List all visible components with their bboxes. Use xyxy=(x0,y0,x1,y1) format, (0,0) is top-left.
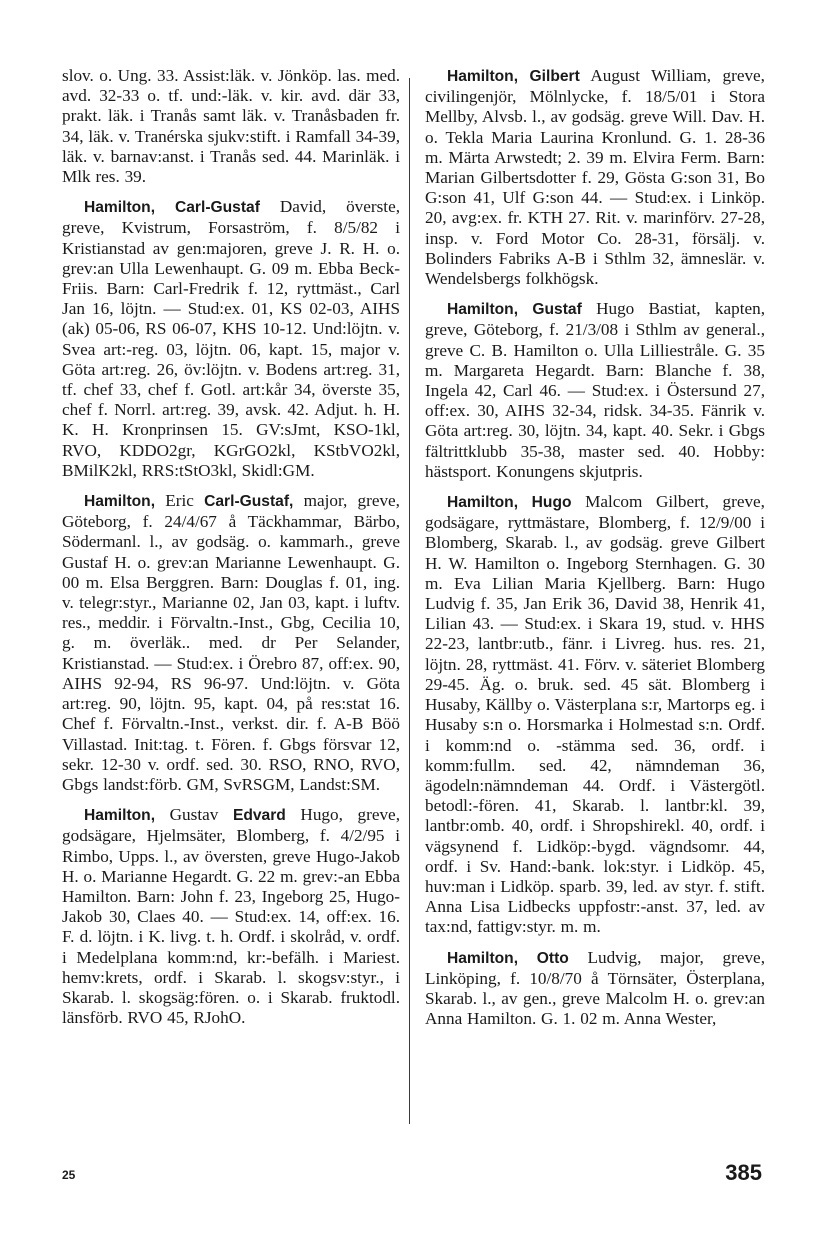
entry-text: August William, greve, civilingenjör, Mölnlycke, f. 18/5/01 i Stora Mellby, Alvsb. l., av godsäg. greve Will. Dav. H. o. Tekla Maria Laurina Kronlund. G. 1. 28-36 m. Märta Arwstedt; 2. 39 m. Elvira Ferm. Barn: Marian Gilbertsdotter f. 29, Gösta G:son 31, Bo G:son 41, Ulf G:son 44. — Stud:ex. i Linköp. 20, avg:ex. fr. KTH 27. Rit. v. marinförv. 27-28, insp. v. Ford Motor Co. 28-31, försälj. v. Bolinders Fabriks A-B i Sthlm 32, ämneslär. v. Wendelsbergs folkhögsk. xyxy=(425,66,765,289)
page-number: 385 xyxy=(725,1160,762,1185)
left-column xyxy=(62,66,400,1038)
entry-continuation xyxy=(62,66,400,187)
entry-name: Edvard xyxy=(232,807,286,825)
entry-text: Hugo Bastiat, kapten, greve, Göteborg, f. 21/3/08 i Sthlm av general., greve C. B. Hamilton o. Ulla Lilliestråle. G. 35 m. Margareta Hegardt. Barn: Blanche f. 38, Ingela 42, Carl 46. — Stud:ex. i Östersund 27, off:ex. 30, AIHS 32-34, ridsk. 34-35. Fänrik v. Göta art:reg. 30, löjtn. 34, kapt. 40. Sekr. i Gbgs fältrittklubb 35-38, master sed. 40. Hobby: hästsport. Konungens skjutpris. xyxy=(425,299,765,481)
entry-name-prefix: Hamilton, xyxy=(84,807,156,825)
entry-name: Hamilton, Otto xyxy=(447,949,569,967)
entry-name-plain: Eric xyxy=(155,491,205,511)
entry-name: Hamilton, Gustaf xyxy=(447,301,582,319)
entry-name-prefix: Hamilton, xyxy=(84,493,156,511)
column-divider xyxy=(409,78,410,1124)
entry-text: slov. o. Ung. 33. Assist:läk. v. Jönköp. las. med. avd. 32-33 o. tf. und:-läk. v. kir. avd. där 33, prakt. läk. i Tranås samt läk. v. Tranåsbaden fr. 34, läk. v. Tranérska sjukv:stift. i Ramfall 34-39, läk. v. barnav:anst. i Tranås sed. 44. Marinläk. i Mlk res. 39. xyxy=(62,66,400,187)
entry-text: Malcom Gilbert, greve, godsägare, ryttmästare, Blomberg, f. 12/9/00 i Blomberg, Skarab. l., av godsäg. greve Gilbert H. W. Hamilton o. Ingeborg Sternhagen. G. 30 m. Eva Lilian Maria Kjellberg. Barn: Hugo Ludvig f. 35, Jan Erik 36, David 38, Henrik 41, Lilian 43. — Stud:ex. i Skara 19, stud. v. HHS 22-23, lantbr:utb., fänr. i Livreg. hus. res. 21, löjtn. 28, ryttmäst. 41. Förv. v. säteriet Blomberg 29-45. Äg. o. bruk. sed. 45 sät. Blomberg i Husaby, Källby o. Västerplana s:r, Martorps eg. i Husaby s:n o. Horsmarka i Holmestad s:n. Ordf. i komm:nd o. -stämma sed. 36, ordf. i komm:fullm. sed. 42, nämndeman 36, ägodeln:nämndeman 44. Ordf. i Västergötl. betodl:-fören. 41, Skarab. l. lantbr:kl. 39, lantbr:omb. 40, ordf. i Shropshirekl. 40, ordf. i vägsynend f. Lidköp:-bygd. vägndsomr. 44, ordf. i Sv. Hand:-bank. lok:styr. i Lidköp. 45, huv:man i Lidköp. sparb. 39, led. av styr. f. stift. Anna Lisa Lidbecks uppfostr:-anst. 37, led. av tax:nd, fattigv:styr. m. m. xyxy=(425,492,765,937)
entry-name: Hamilton, Carl-Gustaf xyxy=(84,199,260,217)
entry-text: David, överste, greve, Kvistrum, Forsaström, f. 8/5/82 i Kristianstad av gen:majoren, greve J. R. H. o. grev:an Ulla Lewenhaupt. G. 09 m. Ebba Beck-Friis. Barn: Carl-Fredrik f. 12, ryttmäst., Carl Jan 16, löjtn. — Stud:ex. 01, KS 02-03, AIHS (ak) 05-06, RS 06-07, KHS 10-12. Und:löjtn. v. Svea art:-reg. 03, löjtn. 06, kapt. 15, major v. Göta art:reg. 26, öv:löjtn. v. Bodens art:reg. 31, tf. chef 33, chef f. Gotl. art:kår 34, överste 35, chef f. Norrl. art:reg. 39, avsk. 42. Adjut. h. H. K. H. Kronprinsen 15. GV:sJmt, KSO-1kl, RVO, KDDO2gr, KGrGO2kl, KStbVO2kl, BMilK2kl, RRS:tStO3kl, Skidl:GM. xyxy=(62,197,400,480)
entry-hamilton-gustaf xyxy=(425,299,765,482)
entry-hamilton-hugo xyxy=(425,492,765,937)
entry-hamilton-gilbert xyxy=(425,66,765,289)
printer-signature-mark: 25 xyxy=(62,1168,76,1182)
entry-text: Ludvig, major, greve, Linköping, f. 10/8/70 å Törnsäter, Österplana, Skarab. l., av gen., greve Malcolm H. o. grev:an Anna Hamilton. G. 1. 02 m. Anna Wester, xyxy=(425,947,765,1029)
entry-hamilton-carl-gustaf xyxy=(62,197,400,481)
entry-text: major, greve, Göteborg, f. 24/4/67 å Täckhammar, Bärbo, Södermanl. l., av godsäg. o. kammarh., greve Gustaf H. o. grev:an Marianne Lewenhaupt. G. 00 m. Elsa Berggren. Barn: Douglas f. 01, ing. v. telegr:styr., Marianne 02, Jan 03, kapt. i luftv. res., meddir. i Förvaltn.-Inst., Gbg, Cecilia 10, g. m. överläk.. med. dr Per Selander, Kristianstad. — Stud:ex. i Örebro 87, off:ex. 90, AIHS 92-94, RS 96-97. Und:löjtn. v. Göta art:reg. 90, löjtn. 95, kapt. 04, på res:stat 16. Chef f. Förvaltn.-Inst., verkst. dir. f. A-B Böö Villastad. Init:tag. t. Fören. f. Gbgs försvar 12, sekr. 12-30 v. ordf. sed. 30. RSO, RNO, RVO, Gbgs landst:förb. GM, SvRSGM, Landst:SM. xyxy=(62,491,400,794)
right-column xyxy=(425,66,765,1039)
entry-hamilton-otto xyxy=(425,948,765,1030)
entry-name: Hamilton, Hugo xyxy=(447,494,572,512)
entry-hamilton-eric-carl-gustaf xyxy=(62,491,400,795)
entry-text: Hugo, greve, godsägare, Hjelmsäter, Blomberg, f. 4/2/95 i Rimbo, Upps. l., av översten, greve Hugo-Jakob H. o. Marianne Hegardt. G. 22 m. grev:-an Ebba Hamilton. Barn: John f. 23, Ingeborg 25, Hugo-Jakob 30, Claes 40. — Stud:ex. 14, off:ex. 16. F. d. löjtn. i K. livg. t. h. Ordf. i skolråd, v. ordf. i Medelplana komm:nd, kr:-befälh. i Mariest. hemv:krets, ordf. i Skarab. l. skogsv:styr., i Skarab. l. skogsäg:fören. o. i Skarab. fruktodl. länsförb. RVO 45, RJohO. xyxy=(62,805,400,1028)
entry-name: Carl-Gustaf, xyxy=(204,493,294,511)
entry-name: Hamilton, Gilbert xyxy=(447,68,580,85)
entry-hamilton-gustav-edvard xyxy=(62,805,400,1028)
entry-name-plain: Gustav xyxy=(155,805,233,825)
